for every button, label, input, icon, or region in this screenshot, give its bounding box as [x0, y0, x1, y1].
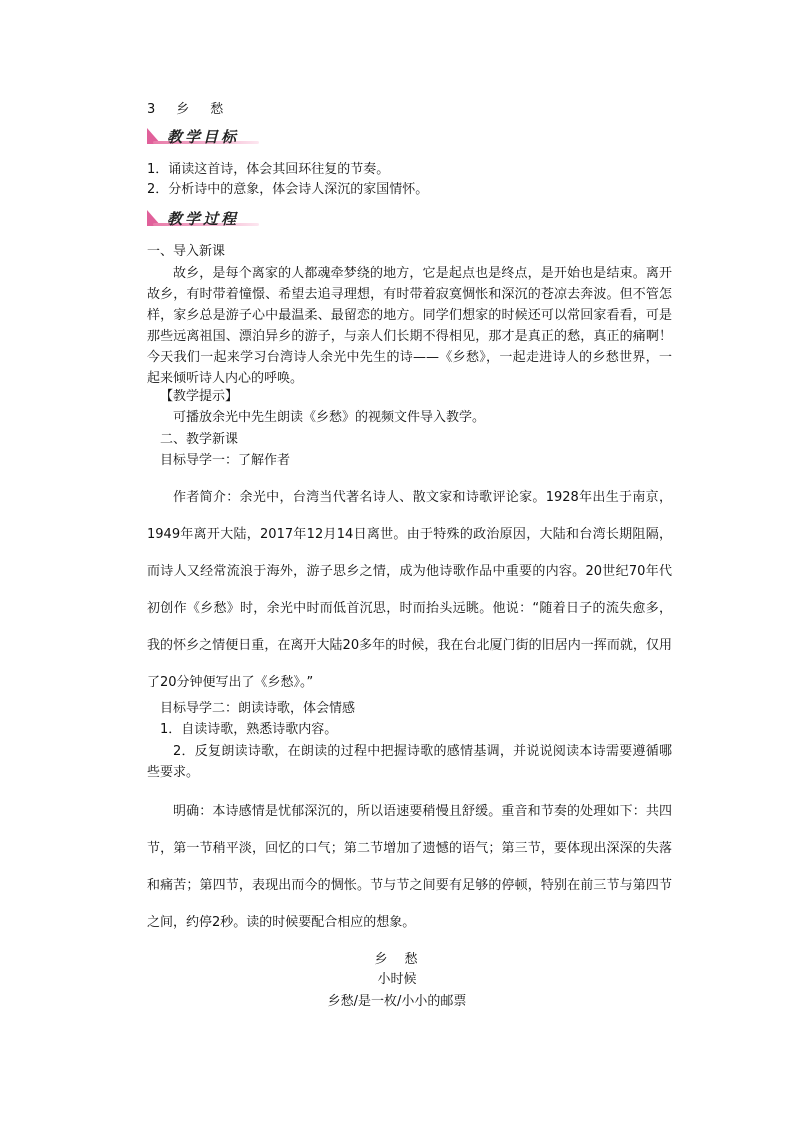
- poem-line-1: 小时候: [377, 972, 417, 987]
- intro-paragraph: 故乡，是每个离家的人都魂牵梦绕的地方，它是起点也是终点，是开始也是结束。离开故乡，有时带着憧憬、希望去追寻理想，有时带着寂寞惆怅和深沉的苍凉去奔波。但不管怎样，家乡总是游子心中最温柔、最留恋的地方。同学们想家的时候还可以常回家看看，可是那些远离祖国、漂泊异乡的游子，与亲人们长期不得相见，那才是真正的愁，真正的痛啊！今天我们一起来学习台湾诗人余光中先生的诗——《乡愁》，一起走进诗人的乡愁世界，一起来倾听诗人内心的呼唤。: [147, 266, 672, 386]
- tip-text: 可播放余光中先生朗读《乡愁》的视频文件导入教学。: [173, 410, 486, 425]
- poem-line-2: 乡愁/是一枚/小小的邮票: [327, 994, 467, 1009]
- poem-title: 乡 愁: [374, 952, 420, 967]
- goal1-title: 目标导学一：了解作者: [160, 453, 291, 468]
- part2-title: 二、教学新课: [160, 432, 239, 447]
- goal2-item-1: 1．自读诗歌，熟悉诗歌内容。: [160, 722, 338, 737]
- goal-item-1: 1．诵读这首诗，体会其回环往复的节奏。: [147, 162, 390, 177]
- goal-item-2: 2．分析诗中的意象，体会诗人深沉的家国情怀。: [147, 182, 429, 197]
- author-paragraph: 作者简介：余光中，台湾当代著名诗人、散文家和诗歌评论家。1928年出生于南京，1949年离开大陆，2017年12月14日离世。由于特殊的政治原因，大陆和台湾长期阻隔，而诗人又经常流浪于海外，游子思乡之情，成为他诗歌作品中重要的内容。20世纪70年代初创作《乡愁》时，余光中时而低首沉思，时而抬头远眺。他说：“随着日子的流失愈多，我的怀乡之情便日重，在离开大陆20多年的时候，我在台北厦门街的旧居内一挥而就，仅用了20分钟便写出了《乡愁》。”: [147, 490, 672, 690]
- part1-title: 一、导入新课: [147, 244, 226, 259]
- section-heading-process: 教学过程: [167, 210, 240, 228]
- goal2-item-2: 2．反复朗读诗歌，在朗读的过程中把握诗歌的感情基调，并说说阅读本诗需要遵循哪些要求。: [147, 744, 672, 780]
- answer-paragraph: 明确：本诗感情是忧郁深沉的，所以语速要稍慢且舒缓。重音和节奏的处理如下：共四节，第一节稍平淡，回忆的口气；第二节增加了遗憾的语气；第三节，要体现出深深的失落和痛苦；第四节，表现出而今的惆怅。节与节之间要有足够的停顿，特别在前三节与第四节之间，约停2秒。读的时候要配合相应的想象。: [147, 804, 672, 930]
- section-heading-badge-goals: [147, 126, 259, 146]
- section-heading-goals: 教学目标: [167, 128, 240, 146]
- tip-label: 【教学提示】: [160, 389, 239, 404]
- goal2-title: 目标导学二：朗读诗歌，体会情感: [160, 701, 356, 716]
- section-heading-badge-process: [147, 208, 259, 228]
- lesson-title: 3 乡 愁: [147, 102, 228, 117]
